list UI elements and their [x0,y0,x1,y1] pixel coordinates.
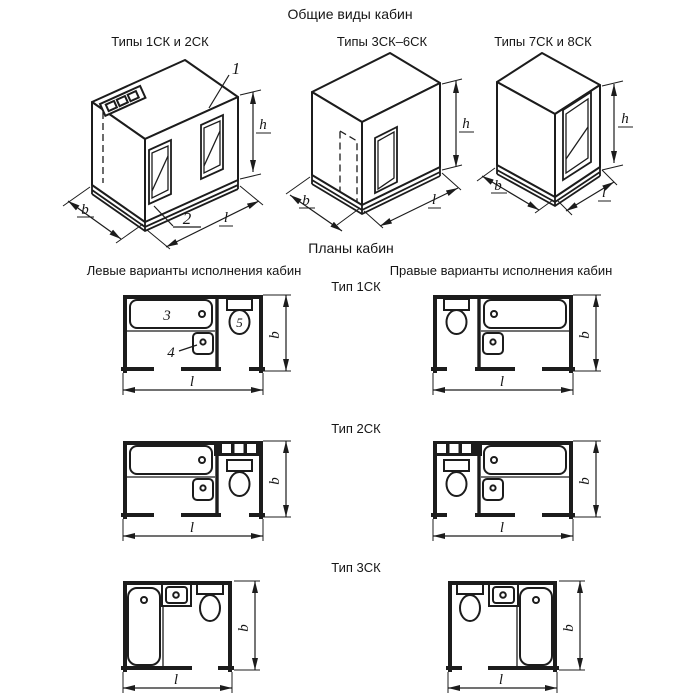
toilet-cistern [227,460,252,471]
bath-drain-icon [491,457,497,463]
washbasin-drain-icon [500,592,506,598]
callout-bath: 3 [163,308,171,324]
dimension-length-l [123,672,232,693]
bath-drain-icon [141,597,147,603]
toilet-cistern [457,584,483,594]
washbasin-drain-icon [173,592,179,598]
svg-text:b: b [302,193,310,209]
bath-drain-icon [199,311,205,317]
plan-2sk-left [123,441,291,541]
right-variants-header: Правые варианты исполнения кабин [389,263,613,278]
cabin-type-7sk-8sk-view [477,53,633,215]
svg-text:l: l [431,192,437,208]
dimension-length-l [123,519,263,541]
bath-drain-icon [533,597,539,603]
dimension-width-b [234,581,260,670]
toilet-bowl [230,472,250,496]
dimension-height-h [442,79,474,170]
row-3sk-label: Тип 3СК [331,560,381,575]
washbasin-drain-icon [200,485,205,490]
bath-drain-icon [491,311,497,317]
plans-title: Планы кабин [308,240,394,256]
washbasin-drain-icon [490,339,495,344]
svg-text:b: b [577,331,593,339]
plan-3sk-left [123,581,260,693]
dimension-height-h [240,90,271,179]
svg-text:b: b [81,202,89,218]
general-views-title: Общие виды кабин [287,6,413,22]
washbasin-drain-icon [200,339,205,344]
cabin-type-1sk-2sk-view [63,59,271,249]
dimension-width-b [559,581,585,670]
cabin-b-label: Типы 3СК–6СК [336,34,428,49]
cabin-type-3sk-6sk-view [286,53,474,231]
plan-1sk-right [433,295,601,395]
svg-text:h: h [259,117,267,133]
toilet-bowl [200,595,220,621]
dimension-length-l [448,672,557,693]
dimension-width-b [263,441,291,517]
toilet-cistern [227,299,252,310]
dimension-width-b [263,295,291,371]
toilet-cistern [444,460,469,471]
toilet-bowl [447,310,467,334]
svg-text:l: l [498,672,504,688]
row-2sk-label: Тип 2СК [331,421,381,436]
svg-text:2: 2 [182,209,192,228]
washbasin-drain-icon [490,485,495,490]
dimension-length-l [123,373,263,395]
callout-toilet: 5 [236,315,243,330]
bath-drain-icon [199,457,205,463]
dimension-length-l [433,519,573,541]
svg-text:l: l [173,672,179,688]
svg-text:l: l [223,210,229,226]
svg-text:l: l [189,520,195,536]
svg-text:h: h [621,111,629,127]
callout-washbasin: 4 [167,345,175,361]
svg-text:h: h [462,116,470,132]
plan-1sk-left [123,295,291,395]
svg-text:l: l [189,374,195,390]
svg-text:l: l [499,374,505,390]
plan-2sk-right [433,441,601,541]
svg-text:l: l [601,185,607,201]
svg-text:b: b [561,624,577,632]
svg-text:b: b [577,477,593,485]
svg-text:1: 1 [231,59,241,78]
dimension-length-l [433,373,573,395]
svg-text:l: l [499,520,505,536]
svg-text:b: b [267,331,283,339]
plan-3sk-right [448,581,585,693]
dimension-width-b [573,295,601,371]
toilet-bowl [460,595,480,621]
left-variants-header: Левые варианты исполнения кабин [86,263,302,278]
cabin-a-label: Типы 1СК и 2СК [111,34,209,49]
cabin-c-label: Типы 7СК и 8СК [494,34,592,49]
svg-text:b: b [236,624,252,632]
toilet-cistern [197,584,223,594]
row-1sk-label: Тип 1СК [331,279,381,294]
svg-text:b: b [494,178,502,194]
dimension-height-h [602,81,633,170]
toilet-cistern [444,299,469,310]
svg-text:b: b [267,477,283,485]
toilet-bowl [447,472,467,496]
dimension-width-b [573,441,601,517]
